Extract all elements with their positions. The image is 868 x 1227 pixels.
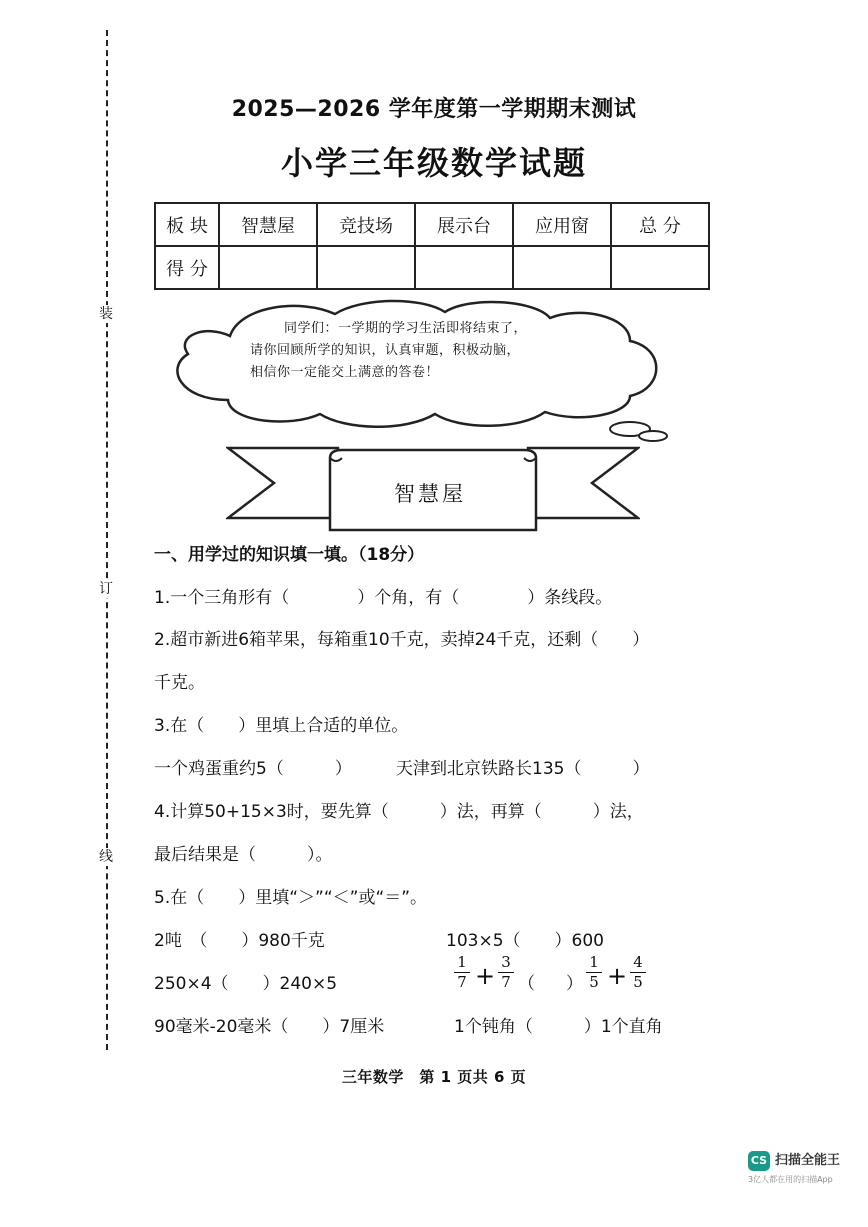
question-5a: 2吨 （ ）980千克 [154, 931, 325, 951]
fraction-3-7: 3 7 [498, 954, 514, 991]
score-table [154, 202, 710, 290]
watermark-app-name: 扫描全能王 [775, 1153, 841, 1168]
score-cell[interactable] [415, 246, 513, 289]
question-3b: 天津到北京铁路长135（ ） [396, 759, 650, 779]
camscanner-logo-icon: CS [748, 1151, 770, 1171]
fraction-1-5: 1 5 [586, 954, 602, 991]
question-5e: 90毫米-20毫米（ ）7厘米 [154, 1017, 385, 1037]
plus-sign: + [607, 962, 628, 990]
question-5f: 1个钝角（ ）1个直角 [454, 1017, 663, 1037]
score-col-header: 总 分 [611, 203, 709, 246]
question-5: 5.在（ ）里填“＞”“＜”或“＝”。 [154, 888, 428, 908]
fraction-1-7: 1 7 [454, 954, 470, 991]
score-row-label: 得 分 [155, 246, 219, 289]
score-table-score-row [155, 246, 709, 289]
question-4-line2: 最后结果是（ ）。 [154, 845, 333, 865]
question-3: 3.在（ ）里填上合适的单位。 [154, 716, 409, 736]
banner-label: 智慧屋 [394, 482, 466, 506]
fraction-4-5: 4 5 [630, 954, 646, 991]
score-table-header-row [155, 203, 709, 246]
question-1: 1.一个三角形有（ ）个角，有（ ）条线段。 [154, 588, 613, 608]
question-3a: 一个鸡蛋重约5（ ） [154, 759, 352, 779]
section-heading: 一、用学过的知识填一填。（18分） [154, 545, 425, 565]
cloud-message [250, 318, 590, 384]
exam-title: 2025—2026 学年度第一学期期末测试 [231, 97, 637, 122]
cloud-line: 请你回顾所学的知识，认真审题，积极动脑， [250, 343, 521, 358]
plus-sign: + [475, 962, 496, 990]
compare-open-paren: （ [518, 974, 535, 994]
score-cell[interactable] [513, 246, 611, 289]
question-4-line1: 4.计算50+15×3时，要先算（ ）法，再算（ ）法， [154, 802, 644, 822]
binding-char-xian: 线 [96, 848, 116, 866]
compare-close-paren: ） [566, 974, 583, 994]
score-cell[interactable] [611, 246, 709, 289]
cloud-line: 同学们：一学期的学习生活即将结束了， [284, 321, 528, 336]
question-5c: 250×4（ ）240×5 [154, 974, 338, 994]
score-col-header: 应用窗 [513, 203, 611, 246]
question-2-line1: 2.超市新进6箱苹果，每箱重10千克，卖掉24千克，还剩（ ） [154, 630, 650, 650]
watermark-tagline: 3亿人都在用的扫描App [748, 1175, 833, 1184]
score-col-header: 智慧屋 [219, 203, 317, 246]
score-row-label: 板 块 [155, 203, 219, 246]
page-footer: 三年数学 第 1 页共 6 页 [341, 1068, 527, 1086]
scanner-watermark [748, 1151, 860, 1221]
score-col-header: 竞技场 [317, 203, 415, 246]
binding-char-zhuang: 装 [96, 305, 116, 323]
score-cell[interactable] [219, 246, 317, 289]
binding-char-ding: 订 [96, 580, 116, 598]
cloud-line: 相信你一定能交上满意的答卷！ [250, 365, 440, 380]
question-5b: 103×5（ ）600 [446, 931, 604, 951]
score-cell[interactable] [317, 246, 415, 289]
question-2-line2: 千克。 [154, 673, 205, 693]
paper-title: 小学三年级数学试题 [280, 144, 587, 182]
score-col-header: 展示台 [415, 203, 513, 246]
